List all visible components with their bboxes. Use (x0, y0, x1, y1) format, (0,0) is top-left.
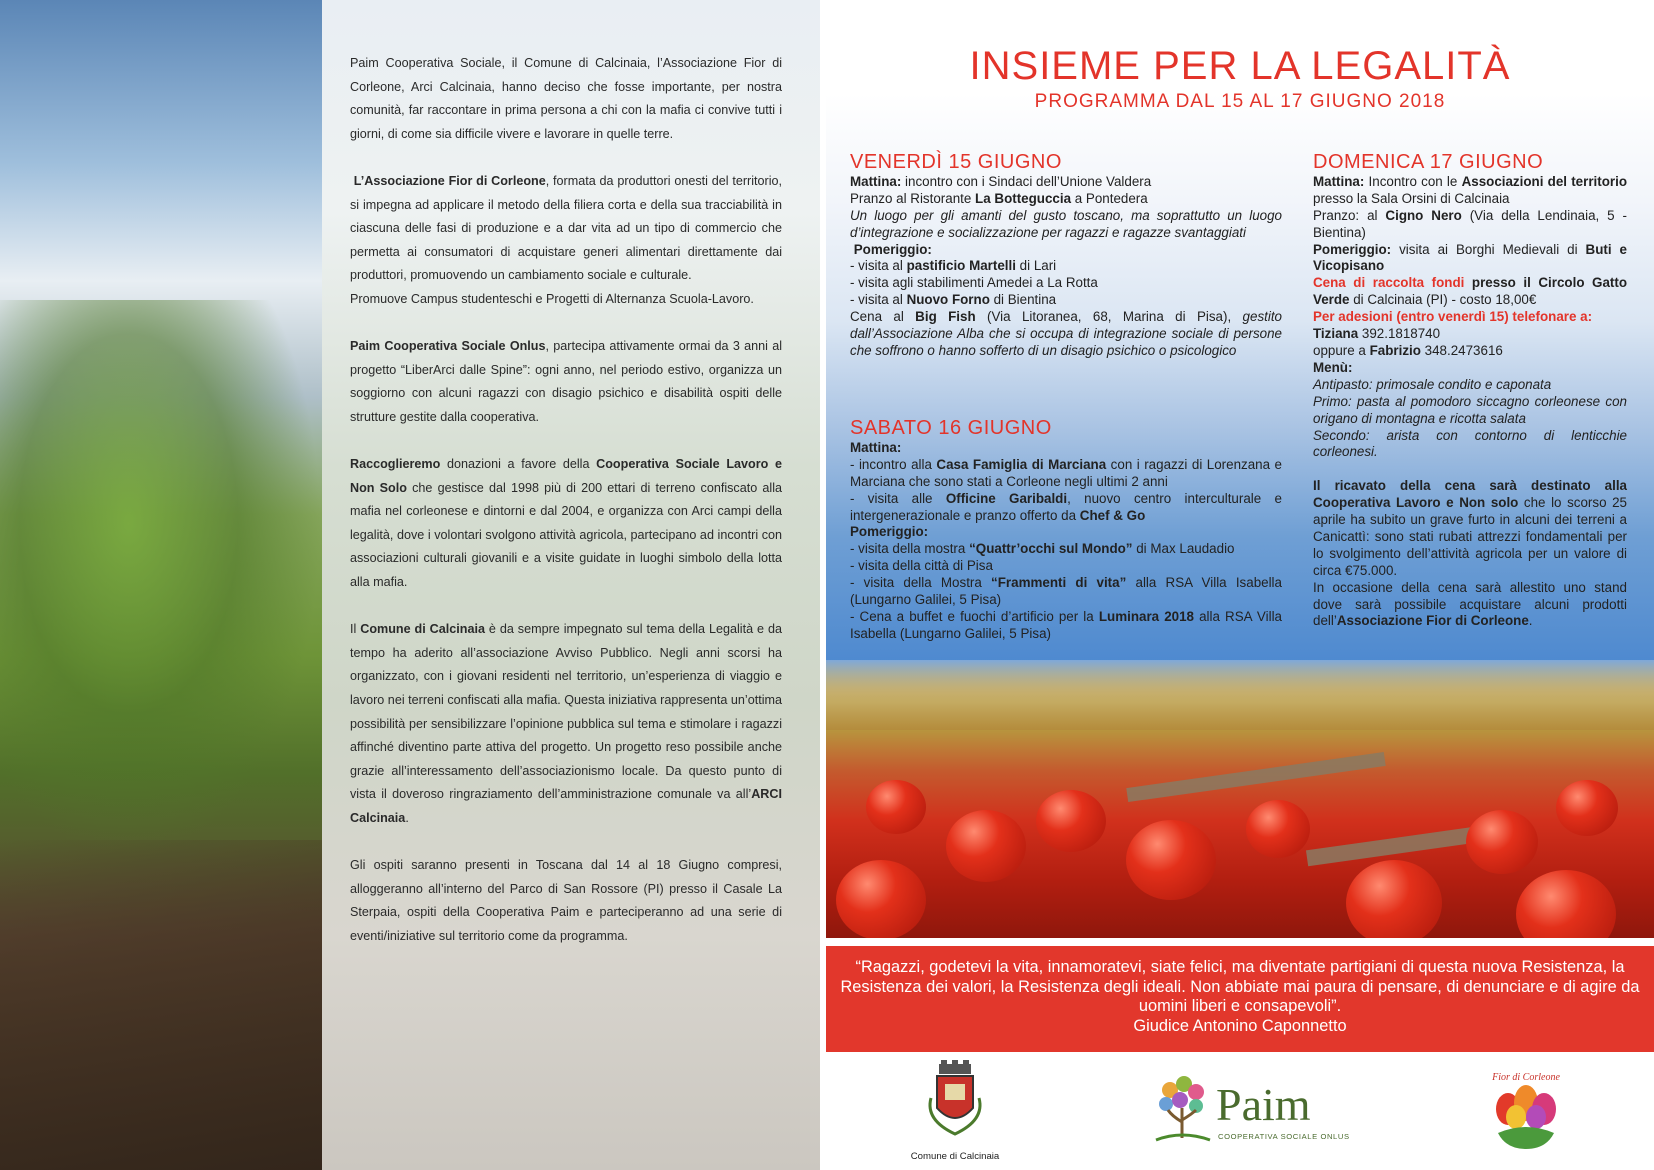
vineyard-soil (0, 840, 322, 1170)
tree-icon (1150, 1072, 1214, 1144)
hills (826, 660, 1654, 730)
paim-subtitle: COOPERATIVA SOCIALE ONLUS (1218, 1132, 1350, 1141)
quote-author: Giudice Antonino Caponnetto (1133, 1016, 1347, 1035)
page-title: INSIEME PER LA LEGALITÀ (969, 44, 1511, 88)
tomato (836, 860, 926, 938)
paim-name: Paim (1216, 1079, 1311, 1130)
page-subtitle: PROGRAMMA DAL 15 AL 17 GIUGNO 2018 (1034, 91, 1446, 112)
wooden-crate (1126, 752, 1385, 802)
intro-text (350, 52, 782, 972)
intro-paragraph-3: Paim Cooperativa Sociale Onlus, partecipa attivamente ormai da 3 anni al progetto “LiberArci dalle Spine”: ogni anno, nel periodo estivo, organizza un soggiorno con alcuni ragazzi con disagio psichico e disabilità ospiti delle strutture gestite dalla cooperativa. (350, 339, 782, 424)
comune-label: Comune di Calcinaia (910, 1151, 1000, 1162)
tomato (1126, 820, 1216, 900)
friday-title: VENERDÌ 15 GIUGNO (850, 151, 1062, 173)
tomato (946, 810, 1026, 882)
saturday-title: SABATO 16 GIUGNO (850, 417, 1052, 439)
sunday-program: DOMENICA 17 GIUGNO Mattina: Incontro con le Associazioni del territorio presso la Sala Orsini di Calcinaia Pranzo: al Cigno Nero (Via della Lendinaia, 5 - Bientina) Pomeriggio: visita ai Borghi Medievali di Buti e Vicopisano Cena di raccolta fondi presso il Circolo Gatto Verde di Calcinaia (PI) - costo 18,00€ Per adesioni (entro venerdì 15) telefonare a: Tiziana 392.1818740 oppure a Fabrizio 348.2473616 Menù: Antipasto: primosale condito e caponata Primo: pasta al pomodoro siccagno corleonese con origano di montagna e ricotta salata Secondo: arista con contorno di lenticchie corleonesi. Il ricavato della cena sarà destinato alla Cooperativa Lavoro e Non solo che lo scorso 25 aprile ha subito un grave furto in alcuni dei terreni a Canicattì: sono stati rubati attrezzi fondamentali per lo svolgimento dell’attività agricola per un valore di circa €75.000. In occasione della cena sarà allestito uno stand dove sarà possibile acquistare alcuni prodotti dell’Associazione Fior di Corleone. (1313, 151, 1628, 629)
tomato (1516, 870, 1616, 938)
vineyard-photo (0, 0, 322, 1170)
intro-paragraph-6: Gli ospiti saranno presenti in Toscana dal 14 al 18 Giugno compresi, alloggeranno all’interno del Parco di San Rossore (PI) presso il Casale La Sterpaia, ospiti della Cooperativa Paim e parteciperanno ad una serie di eventi/iniziative sul territorio come da programma. (350, 858, 782, 943)
tomato (1556, 780, 1618, 836)
tomato (866, 780, 926, 834)
quote-text: “Ragazzi, godetevi la vita, innamoratevi, siate felici, ma diventate partigiani di questa nuova Resistenza, la Resistenza dei valori, la Resistenza degli ideali. Non abbiate mai paura di pensare, di denunciare e di agire da uomini liberi e consapevoli”. (840, 958, 1640, 1015)
tomato-field-photo (826, 660, 1654, 938)
comune-logo (895, 1058, 1015, 1162)
vine-foliage (0, 300, 322, 860)
fior-di-corleone-logo (1486, 1072, 1566, 1158)
tomato (1036, 790, 1106, 852)
tomato (1466, 810, 1538, 874)
intro-paragraph-1: Paim Cooperativa Sociale, il Comune di Calcinaia, l’Associazione Fior di Corleone, Arci Calcinaia, hanno deciso che fosse importante, per nostra comunità, far raccontare in prima persona a chi con la mafia ci convive tutti i giorni, di come sia difficile vivere e lavorare in quelle terre. (350, 56, 782, 141)
fior-di-corleone-label: Fior di Corleone (1492, 1072, 1560, 1083)
intro-paragraph-2: L’Associazione Fior di Corleone, formata da produttori onesti del territorio, si impegna ad applicare il metodo della filiera corta e della sua tracciabilità in ciascuna delle fasi di produzione e a dar vita ad un tipo di commercio che permetta ai consumatori di acquistare generi alimentari direttamente dai produttori, promuovendo un cambiamento sociale e culturale. (350, 173, 783, 283)
intro-paragraph-2b: Promuove Campus studenteschi e Progetti di Alternanza Scuola-Lavoro. (350, 291, 754, 306)
intro-paragraph-5: Il Comune di Calcinaia è da sempre impegnato sul tema della Legalità e da tempo ha aderito all’associazione Avviso Pubblico. Negli anni scorsi ha organizzato, con i giovani residenti nel territorio, un’esperienza di viaggio e lavoro nei terreni confiscati alla mafia. Questa iniziativa rappresenta un’ottima possibilità per sensibilizzare l’opinione pubblica sul tema e stimolare i ragazzi affinché diventino parte attiva del progetto. Un progetto reso possibile anche grazie all’interessamento dell’associazionismo locale. Da questo punto di vista il doveroso ringraziamento dell’amministrazione comunale va all’ARCI Calcinaia. (350, 622, 782, 825)
paim-logo (1150, 1072, 1350, 1152)
saturday-program: SABATO 16 GIUGNO Mattina: - incontro alla Casa Famiglia di Marciana con i ragazzi di Lorenzana e Marciana che sono stati a Corleone negli ultimi 2 anni - visita alle Officine Garibaldi, nuovo centro interculturale e intergenerazionale e pranzo offerto da Chef & Go Pomeriggio: - visita della mostra “Quattr’occhi sul Mondo” di Max Laudadio - visita della città di Pisa - visita della Mostra “Frammenti di vita” alla RSA Villa Isabella (Lungarno Galilei, 5 Pisa) - Cena a buffet e fuochi d’artificio per la Luminara 2018 alla RSA Villa Isabella (Lungarno Galilei, 5 Pisa) (850, 417, 1283, 641)
flower-icon (1486, 1083, 1566, 1153)
quote-box (826, 946, 1654, 1052)
tomato (1246, 800, 1310, 858)
intro-paragraph-4: Raccoglieremo donazioni a favore della Cooperativa Sociale Lavoro e Non Solo che gestisce dal 1998 più di 200 ettari di terreno confiscato alla mafia nel corleonese e dintorni e dal 2004, e organizza con Arci campi della legalità, dove i volontari svolgono attività agricola, partecipano ad incontri con associazioni culturali giovanili e a visite guidate in luoghi simbolo della lotta alla mafia. (350, 457, 783, 590)
coat-of-arms-icon (895, 1058, 1015, 1146)
friday-program: VENERDÌ 15 GIUGNO Mattina: incontro con i Sindaci dell’Unione Valdera Pranzo al Ristorante La Botteguccia a Pontedera Un luogo per gli amanti del gusto toscano, ma soprattutto un luogo d’integrazione e socializzazione per ragazzi e ragazze svantaggiati Pomeriggio: - visita al pastificio Martelli di Lari - visita agli stabilimenti Amedei a La Rotta - visita al Nuovo Forno di Bientina Cena al Big Fish (Via Litoranea, 68, Marina di Pisa), gestito dall’Associazione Alba che si occupa di integrazione sociale di persone che soffrono o hanno sofferto di un disagio psichico o psicologico (850, 151, 1282, 358)
tomato (1346, 860, 1442, 938)
sunday-title: DOMENICA 17 GIUGNO (1313, 151, 1544, 173)
